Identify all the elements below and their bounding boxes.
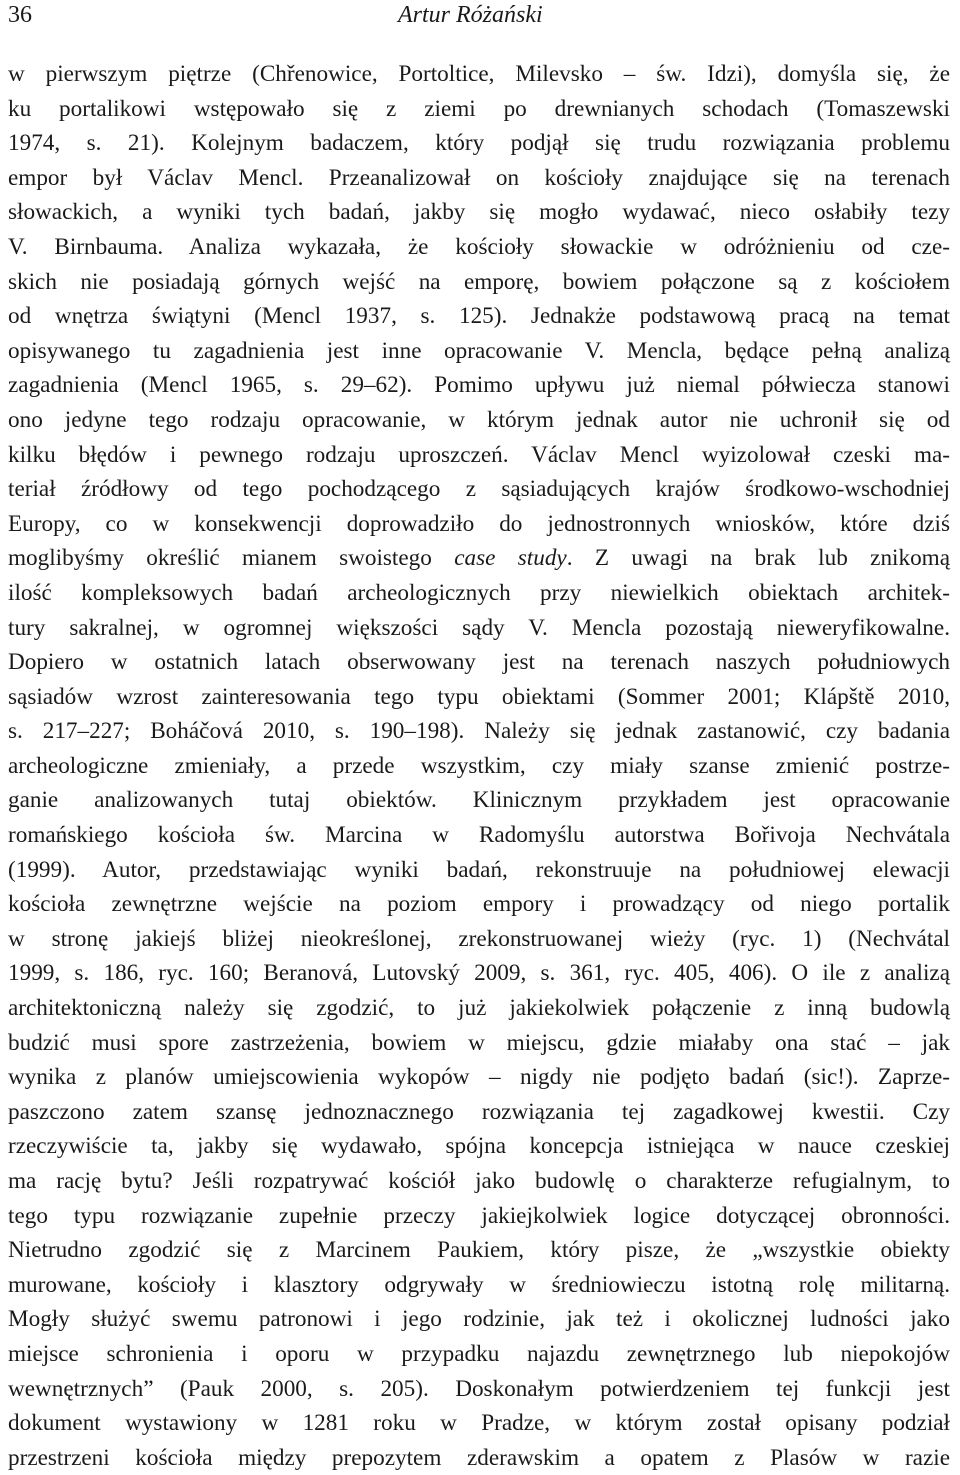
text-segment: . Z uwagi na brak lub znikomą — [566, 545, 950, 572]
text-line: 1999, s. 186, ryc. 160; Beranová, Lutovský 2009, s. 361, ryc. 405, 406). O ile z analizą — [8, 960, 950, 987]
text-line: w pierwszym piętrze (Chřenowice, Portoltice, Milevsko – św. Idzi), domyśla się, że — [8, 61, 950, 87]
text-line: dokument wystawiony w 1281 roku w Pradze, w którym został opisany podział — [8, 1410, 950, 1437]
text-line: skich nie posiadają górnych wejść na emporę, bowiem połączone są z kościołem — [8, 268, 950, 295]
running-head-author: Artur Różański — [398, 2, 543, 28]
text-line: architektoniczną należy się zgodzić, to już jakiekolwiek połączenie z inną budowlą — [8, 995, 950, 1022]
text-line: romańskiego kościoła św. Marcina w Radomyślu autorstwa Bořivoja Nechvátala — [8, 822, 950, 849]
text-line: wewnętrznych” (Pauk 2000, s. 205). Doskonałym potwierdzeniem tej funkcji jest — [8, 1375, 950, 1402]
text-line: empor był Václav Mencl. Przeanalizował on kościoły znajdujące się na terenach — [8, 164, 950, 191]
text-line: kilku błędów i pewnego rodzaju uproszczeń. Václav Mencl wyizolował czeski ma- — [8, 441, 950, 468]
italic-term: case study — [454, 545, 567, 572]
text-line: przestrzeni kościoła między prepozytem zderawskim a opatem z Plasów w razie — [8, 1444, 950, 1471]
text-line: Nietrudno zgodzić się z Marcinem Paukiem, który pisze, że „wszystkie obiekty — [8, 1237, 950, 1264]
text-segment: moglibyśmy określić mianem swoistego — [8, 545, 455, 572]
text-line: od wnętrza świątyni (Mencl 1937, s. 125). Jednakże podstawową pracą na temat — [8, 303, 950, 330]
text-line: miejsce schronienia i oporu w przypadku najazdu zewnętrznego lub niepokojów — [8, 1340, 950, 1367]
text-line: ono jedyne tego rodzaju opracowanie, w którym jednak autor nie uchronił się od — [8, 406, 950, 433]
text-line: ilość kompleksowych badań archeologicznych przy niewielkich obiektach architek- — [8, 579, 950, 606]
text-line: budzić musi spore zastrzeżenia, bowiem w miejscu, gdzie miałaby ona stać – jak — [8, 1029, 950, 1056]
text-line: Dopiero w ostatnich latach obserwowany jest na terenach naszych południowych — [8, 649, 950, 676]
text-line: ku portalikowi wstępowało się z ziemi po drewnianych schodach (Tomaszewski — [8, 95, 950, 122]
text-line: słowackich, a wyniki tych badań, jakby się mogło wydawać, nieco osłabiły tezy — [8, 199, 950, 226]
text-line: opisywanego tu zagadnienia jest inne opracowanie V. Mencla, będące pełną analizą — [8, 337, 950, 364]
text-line: archeologiczne zmieniały, a przede wszystkim, czy miały szanse zmienić postrze- — [8, 752, 950, 779]
text-line: wynika z planów umiejscowienia wykopów – nigdy nie podjęto badań (sic!). Zaprze- — [8, 1064, 950, 1091]
text-line: V. Birnbauma. Analiza wykazała, że kościoły słowackie w odróżnieniu od cze- — [8, 233, 950, 260]
text-line: s. 217–227; Boháčová 2010, s. 190–198). Należy się jednak zastanowić, czy badania — [8, 718, 950, 745]
text-line: ma rację bytu? Jeśli rozpatrywać kościół jako budowlę o charakterze refugialnym, to — [8, 1168, 950, 1194]
text-line: w stronę jakiejś bliżej nieokreślonej, zrekonstruowanej wieży (ryc. 1) (Nechvátal — [8, 925, 950, 952]
page-number: 36 — [8, 2, 32, 28]
text-line: kościoła zewnętrzne wejście na poziom empory i prowadzący od niego portalik — [8, 891, 950, 918]
text-line: 1974, s. 21). Kolejnym badaczem, który podjął się trudu rozwiązania problemu — [8, 130, 950, 157]
text-line: Europy, co w konsekwencji doprowadziło do jednostronnych wniosków, które dziś — [8, 510, 950, 537]
text-line: Mogły służyć swemu patronowi i jego rodzinie, jak też i okolicznej ludności jako — [8, 1306, 950, 1333]
text-line: murowane, kościoły i klasztory odgrywały w średniowieczu istotną rolę militarną. — [8, 1271, 950, 1298]
text-line: tego typu rozwiązanie zupełnie przeczy jakiejkolwiek logice dotyczącej obronności. — [8, 1202, 950, 1229]
text-line: tury sakralnej, w ogromnej większości sądy V. Mencla pozostają nieweryfikowalne. — [8, 614, 950, 641]
text-line: rzeczywiście ta, jakby się wydawało, spójna koncepcja istniejąca w nauce czeskiej — [8, 1133, 950, 1160]
text-line: zagadnienia (Mencl 1965, s. 29–62). Pomimo upływu już niemal półwiecza stanowi — [8, 372, 950, 399]
text-line: (1999). Autor, przedstawiając wyniki badań, rekonstruuje na południowej elewacji — [8, 856, 950, 883]
text-line-with-italic — [8, 541, 950, 576]
text-line: teriał źródłowy od tego pochodzącego z sąsiadujących krajów środkowo-wschodniej — [8, 476, 950, 503]
text-line: ganie analizowanych tutaj obiektów. Klinicznym przykładem jest opracowanie — [8, 787, 950, 814]
text-line: paszczono zatem szansę jednoznacznego rozwiązania tej zagadkowej kwestii. Czy — [8, 1098, 950, 1125]
text-line: sąsiadów wzrost zainteresowania tego typu obiektami (Sommer 2001; Klápště 2010, — [8, 683, 950, 710]
body-text — [8, 57, 950, 1475]
page-header — [0, 0, 960, 40]
